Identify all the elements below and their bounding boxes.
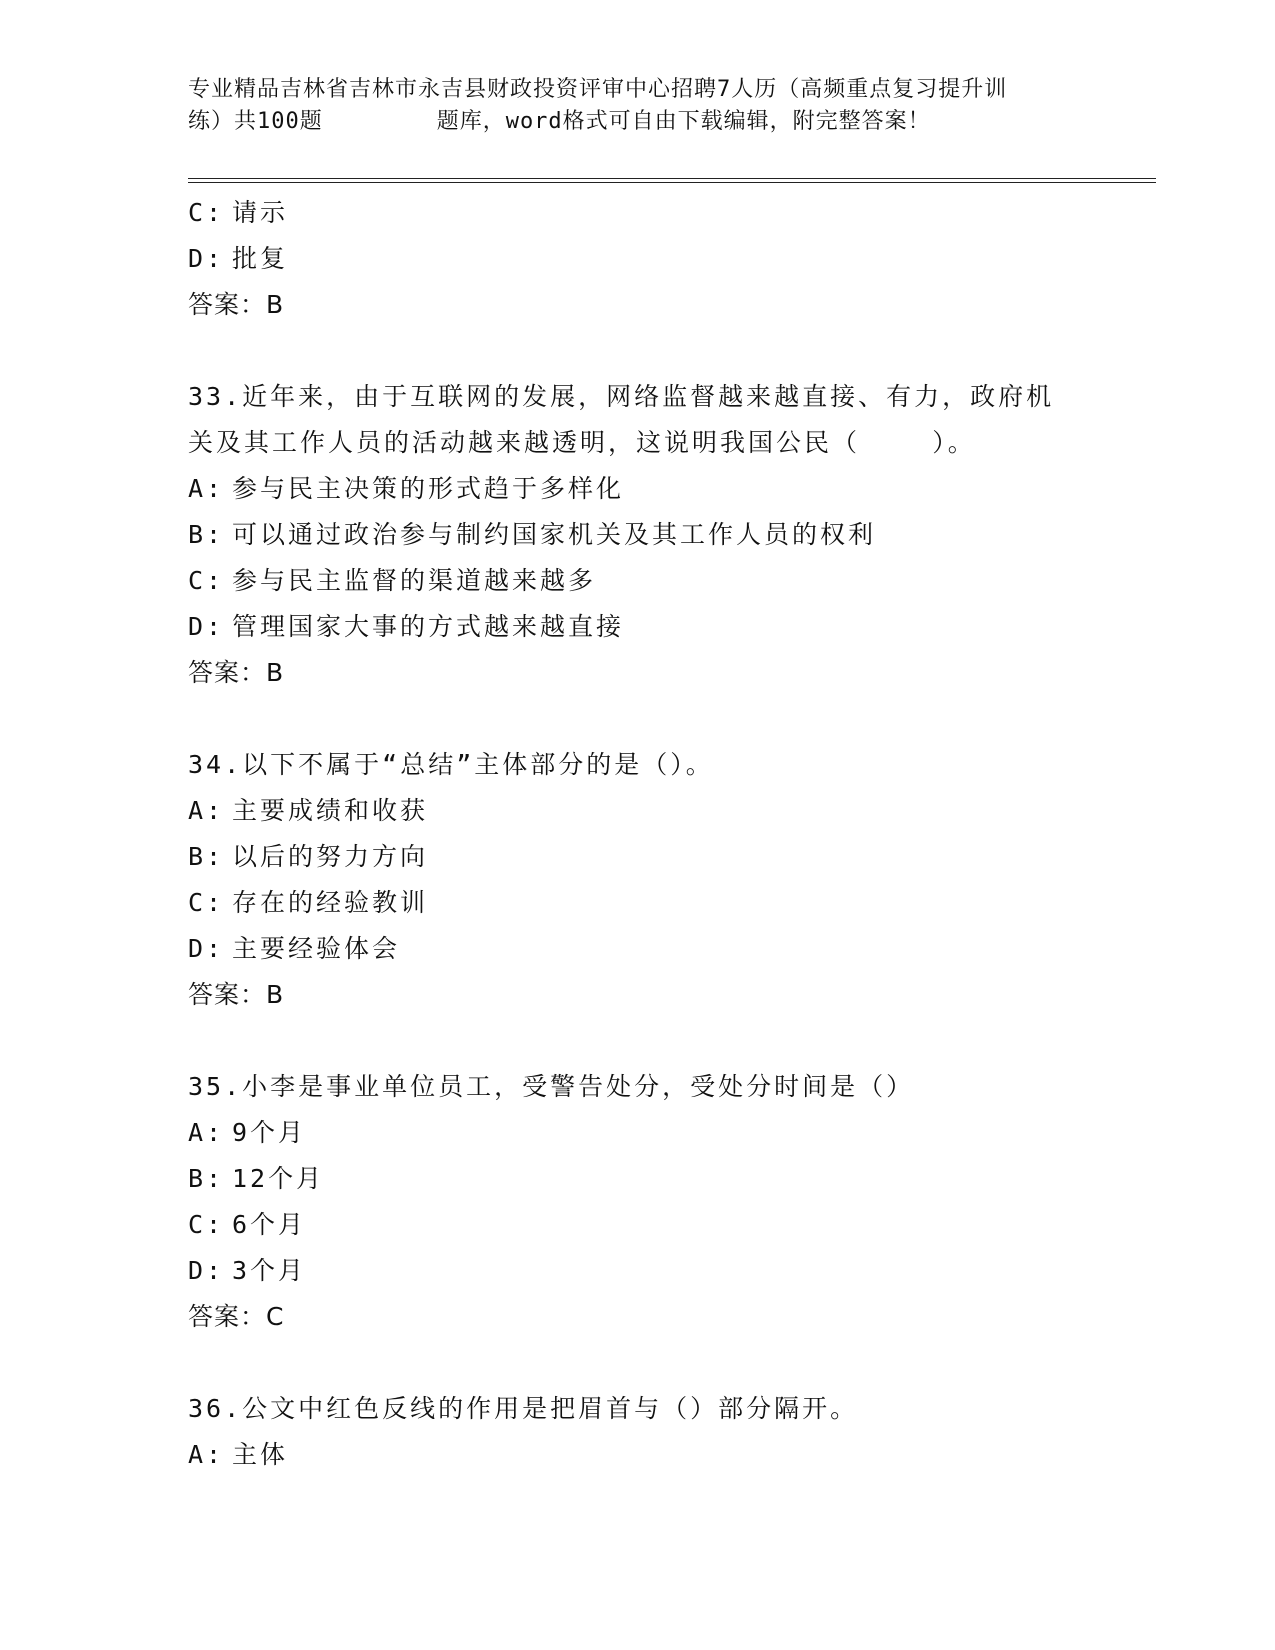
option-a [188, 1110, 1148, 1156]
answer-line: 答案：B [188, 658, 285, 687]
header-rule-top [188, 178, 1156, 179]
option-b [188, 512, 1148, 558]
question-block-35 [188, 1064, 1148, 1340]
option-key: B: [188, 520, 225, 549]
answer-line: 答案：B [188, 290, 285, 319]
option-text: 参与民主决策的形式趋于多样化 [232, 474, 625, 503]
option-text: 6个月 [232, 1210, 307, 1239]
option-d [188, 604, 1148, 650]
spacer [188, 328, 1148, 374]
header-line-1: 专业精品吉林省吉林市永吉县财政投资评审中心招聘7人历（高频重点复习提升训 [188, 77, 1008, 102]
spacer [188, 1340, 1148, 1386]
option-key: D: [188, 934, 225, 963]
question-block-34 [188, 742, 1148, 1018]
option-c [188, 558, 1148, 604]
option-key: B: [188, 842, 225, 871]
document-header [188, 74, 1088, 138]
question-text: 36.公文中红色反线的作用是把眉首与（）部分隔开。 [188, 1394, 859, 1423]
option-text: 可以通过政治参与制约国家机关及其工作人员的权利 [232, 520, 877, 549]
question-text: 35.小李是事业单位员工，受警告处分，受处分时间是（） [188, 1072, 915, 1101]
option-text: 主要经验体会 [232, 934, 401, 963]
question-list [188, 190, 1148, 1478]
question-text: 33.近年来，由于互联网的发展，网络监督越来越直接、有力，政府机 [188, 382, 1055, 411]
option-key: A: [188, 474, 225, 503]
question-block-33 [188, 374, 1148, 696]
option-key: C: [188, 1210, 225, 1239]
option-d [188, 926, 1148, 972]
question-text: 关及其工作人员的活动越来越透明，这说明我国公民（ ）。 [188, 428, 976, 457]
option-key: C: [188, 888, 225, 917]
option-text: 请示 [232, 198, 289, 227]
option-a [188, 466, 1148, 512]
spacer [188, 1018, 1148, 1064]
option-text: 以后的努力方向 [232, 842, 429, 871]
answer-line: 答案：B [188, 980, 285, 1009]
option-b [188, 834, 1148, 880]
option-a [188, 788, 1148, 834]
option-b [188, 1156, 1148, 1202]
question-text: 34.以下不属于“总结”主体部分的是（）。 [188, 750, 714, 779]
option-d [188, 1248, 1148, 1294]
option-a [188, 1432, 1148, 1478]
option-text: 9个月 [232, 1118, 307, 1147]
question-block-36 [188, 1386, 1148, 1478]
option-c [188, 190, 1148, 236]
option-text: 主要成绩和收获 [232, 796, 429, 825]
option-key: A: [188, 1118, 225, 1147]
option-c [188, 880, 1148, 926]
option-text: 参与民主监督的渠道越来越多 [232, 566, 597, 595]
option-key: D: [188, 1256, 225, 1285]
option-key: B: [188, 1164, 225, 1193]
option-text: 存在的经验教训 [232, 888, 429, 917]
option-text: 主体 [232, 1440, 289, 1469]
option-d [188, 236, 1148, 282]
option-text: 管理国家大事的方式越来越直接 [232, 612, 625, 641]
answer-line: 答案：C [188, 1302, 285, 1331]
option-key: A: [188, 796, 225, 825]
spacer [188, 696, 1148, 742]
header-line-2: 练）共100题 题库，word格式可自由下载编辑，附完整答案！ [188, 109, 931, 134]
question-block-prev [188, 190, 1148, 328]
option-key: A: [188, 1440, 225, 1469]
option-text: 12个月 [232, 1164, 325, 1193]
option-text: 3个月 [232, 1256, 307, 1285]
header-rule-bottom [188, 182, 1156, 183]
option-key: D: [188, 244, 225, 273]
option-c [188, 1202, 1148, 1248]
option-key: C: [188, 566, 225, 595]
option-key: D: [188, 612, 225, 641]
option-text: 批复 [232, 244, 289, 273]
option-key: C: [188, 198, 225, 227]
